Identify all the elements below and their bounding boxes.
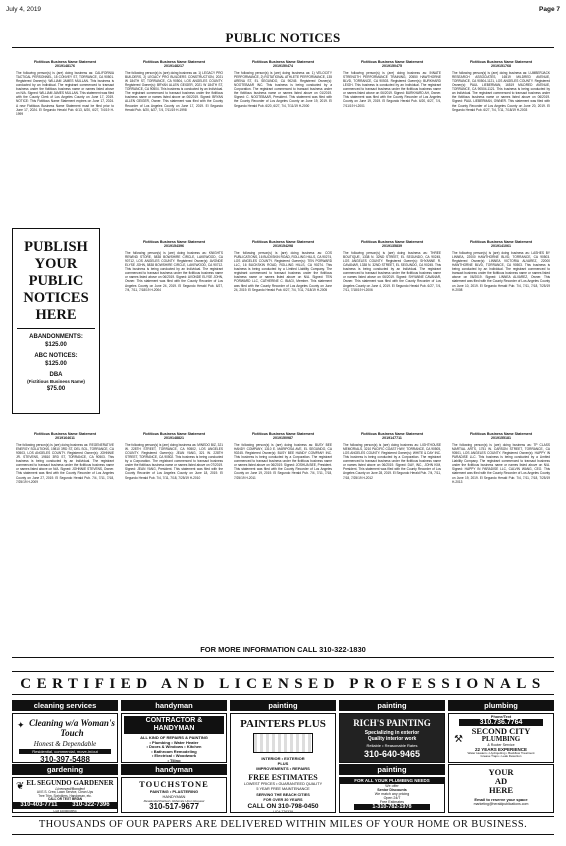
ad-contractor-handyman	[121, 713, 227, 763]
notice-12	[125, 432, 223, 622]
broom-icon: ✦	[17, 720, 25, 730]
richs-lines: Specializing in exterior Quality interior work	[364, 730, 420, 742]
notice-heading: Fictitious Business Name Statement	[251, 432, 315, 436]
notice-heading: Fictitious Business Name Statement	[360, 432, 424, 436]
richs-rates: Reliable • Reasonable Rates	[366, 743, 418, 748]
notice-heading: Fictitious Business Name Statement	[142, 432, 206, 436]
notice-number: 2019151768	[491, 64, 511, 69]
notice-body: The following person(s) is (are) doing business as: COS PUBLICATIONS, 16 BUCKSKIN ROAD, ROLLING HILLS, CA 90274, LOS ANGELES COUNTY. Registered Owner(s): TEN PORWARD LLC, 16 BUCKSKIN ROAD, ROLLING HILLS, CA 90274. This business is being conducted by a Limited Liability Company. The registrant commenced to transact business under the fictitious business name or names listed above on N/A. Signed: TEN PORWARD LLC, CATHERINE C. BIAGI, Member. This statement was filed with the County Recorder of Los Angeles County on June 24, 2019. El Segundo Herald Pub. 6/27, 7/4, 7/11, 7/18/19 H-2005	[234, 250, 332, 292]
richs-title: RICH'S PAINTING	[353, 718, 431, 728]
category-cleaning: cleaning services	[12, 700, 118, 711]
notice-heading: Fictitious Business Name Statement	[142, 240, 206, 244]
gardener-lines: All E.S. Crew, Lawn Service, Clean Ups Tree Trim, Sprinklers, Handyman, etc. CALL OR TEXT BRIAN	[36, 790, 94, 802]
plumbing-needs-lines: We offer Senior Discounts We match any pricing Open 24/7 Free Estimates	[374, 784, 410, 804]
ad-el-segundo-gardener	[12, 777, 118, 813]
page-header	[6, 6, 560, 16]
touchstone-sub: HANDYMAN	[162, 794, 186, 799]
second-city-lines: Water Heaters • Hydrojetting • Backflow Treatment Grease Traps • Leak Detection	[467, 751, 535, 759]
notice-body: The following person(s) is (are) doing business as: KNIGHTS REWIND STORE, 5838 BOWSHIRE CIRCLE, LAKEWOOD, CA 90712, LOS ANGELES COUNTY. Registered Owner(s): AVONDE ELYSE JOHN, 5838 BOWSHIRE CIRCLE, LAKEWOOD, CA 90712. This business is being conducted by an Individual. The registrant commenced to transact business under the fictitious business name or names listed above on 06/2019. Signed: AVONDE ELYSE JOHN, Owner. This statement was filed with the County Recorder of Los Angeles County on June 24, 2019. El Segundo Herald Pub. 6/27, 7/4, 7/11, 7/18/19 H-2004	[125, 250, 223, 292]
notice-number: 2019148217	[164, 64, 184, 69]
painters-plus-phone: CALL ON 310-798-0450	[247, 803, 319, 811]
notice-heading: Fictitious Business Name Statement	[251, 240, 315, 244]
painters-plus-guarantee: LOWEST PRICES • GUARANTEED QUALITY 5 YEAR FREE MAINTENANCE	[243, 782, 323, 791]
painters-plus-free: FREE ESTIMATES	[248, 773, 318, 782]
leaf-icon: ❦	[16, 781, 25, 792]
plumbing-needs-banner: FOR ALL YOUR PLUMBING NEEDS	[340, 778, 444, 784]
notice-15	[452, 432, 550, 622]
notice-4	[343, 60, 441, 220]
notice-body: The following person(s) is (are) doing business as: THREE BOUTIQUE, 1338 N. 32ND STREET, EL SEGUNDO, CA 90245, LOS ANGELES COUNTY. Registered Owner(s): SHYANNE R. CAVANAR, 1338 N. 32ND STREET, EL SEGUNDO, CA 90245. This business is being conducted by an Individual. The registrant commenced to transact business under the fictitious business name or names listed above on 06/2019. Signed: SHYANNE CAVANAR, Owner. This statement was filed with the County Recorder of Los Angeles County on June 4, 2019. El Segundo Herald Pub. 6/27, 7/4, 7/11, 7/18/19 H-2006	[343, 250, 441, 292]
more-info-line: FOR MORE INFORMATION CALL 310-322-1830	[200, 645, 366, 654]
notice-11	[16, 432, 114, 622]
gardener-phones: 310-403-7711 310-322-7396	[13, 802, 117, 809]
dba-note: (Fictitious Business Name)	[27, 379, 85, 384]
certified-professionals-title: CERTIFIED AND LICENSED PROFESSIONALS	[12, 671, 554, 695]
notice-body: The following person(s) is (are) doing business as: MINEDO BIZ, 321 W. 228TH STREET, TORRANCE, CA 90502, LOS ANGELES COUNTY. Registered Owner(s): JEAN YANG, 321 W. 228TH STREET, TORRANCE, CA 90502. This business is being conducted by a Corporation. The registrant commenced to transact business under the fictitious business name or names listed above on 07/2019. Signed: JEAN YANG, President. This statement was filed with the County Recorder of Los Angeles County on June 18, 2019. El Segundo Herald Pub. 7/4, 7/11, 7/18, 7/25/19 H-2010	[125, 442, 223, 480]
second-city-years: 22 YEARS EXPERIENCE	[475, 747, 527, 752]
ad-painters-plus	[230, 713, 336, 813]
cleaning-tagline: Honest & Dependable	[33, 740, 97, 748]
notice-1	[16, 60, 114, 220]
notice-heading: Fictitious Business Name Statement	[469, 60, 533, 64]
gardener-sub: Licensed/Bonded	[55, 787, 85, 791]
category-handyman: handyman	[121, 700, 227, 711]
notice-number: 2019150475	[382, 64, 402, 69]
category-plumbing: plumbing	[448, 700, 554, 711]
ad-your-ad-here	[448, 764, 554, 813]
notice-number: 2019155181	[491, 436, 511, 441]
page-date: July 4, 2019	[6, 6, 42, 13]
notice-number: 2019164611	[55, 436, 75, 441]
abandonments-label: ABANDONMENTS:	[29, 334, 83, 340]
category-handyman-2: handyman	[121, 764, 227, 775]
notice-body: The following person(s) is (are) doing business as: LUMBERJACK RESEARCH ASSOCIATES, 16519 MILDRED AVENUE, TORRANCE, CA 90504-1121, LOS ANGELES COUNTY. Registered Owner(s): PAUL LIEBERMAN, 16519 MILDRED AVENUE, TORRANCE, CA 90504-1121. This business is being conducted by an Individual. The registrant commenced to transact business under the fictitious business name or names listed above on 06/2019. Signed: PAUL LIEBERMAN, OWNER. This statement was filed with the County Recorder of Los Angeles County on June 20, 2019. El Segundo Herald Pub. 6/27, 7/4, 7/11, 7/18/19 H-2003	[452, 70, 550, 112]
notice-number: 2019147711	[382, 436, 402, 441]
notice-number: 2019150987	[273, 436, 293, 441]
painters-plus-lines: INTERIOR • EXTERIOR PLUS IMPROVEMENTS • REPAIRS	[256, 756, 310, 771]
cleaning-headline: Cleaning w/a Woman's Touch	[29, 718, 115, 738]
ad-cleaning	[12, 713, 118, 763]
notice-number: 2019154298	[273, 244, 293, 249]
ad-richs-painting	[339, 713, 445, 763]
notice-body: The following person(s) is (are) doing business as: LASHES BY LINNEA, 22000 HAWTHORNE BLVD, TORRANCE, CA 90503. Registered Owner(s): LINNEA VICTORIA ALVAREZ, 22000 HAWTHORNE BLVD, TORRANCE, CA 90503. This business is being conducted by an Individual. The registrant commenced to transact business under the fictitious business name or names listed above on 06/2019. Signed: LINNEA ALVAREZ, Owner. This statement was filed with the County Recorder of Los Angeles County on June 10, 2019. El Segundo Herald Pub. 7/4, 7/11, 7/18, 7/25/19 H-2008	[452, 250, 550, 292]
second-city-tag: & Rooter Service	[487, 743, 515, 747]
footer-top-rule	[12, 816, 554, 817]
notice-body: The following person(s) is (are) doing business as: LIGHTHOUSE MEMORIALS, 3210 PACIFIC COAST HWY, TORRANCE, CA 90505, LOS ANGELES COUNTY. Registered Owner(s): WHITE & DAY INC. This business is being conducted by a Corporation. The registrant commenced to transact business under the fictitious business name or names listed above on 06/2019. Signed: DAY, INC., JOHN KIM, President. This statement was filed with the County Recorder of Los Angeles County on June 28, 2019. El Segundo Herald Pub. 7/4, 7/11, 7/18, 7/25/19 H-2012	[343, 442, 441, 480]
notice-heading: Fictitious Business Name Statement	[33, 60, 97, 64]
ad-touchstone	[121, 777, 227, 813]
footer-tagline: THOUSANDS OF OUR PAPERS ARE DELIVERED WITHIN MILES OF YOUR HOME OR BUSINESS.	[38, 819, 528, 830]
notice-heading: Fictitious Business Name Statement	[469, 240, 533, 244]
touchstone-services: PAINTING • PLASTERING	[149, 789, 199, 794]
notice-heading: Fictitious Business Name Statement	[251, 60, 315, 64]
second-city-subtitle: PLUMBING	[481, 735, 521, 743]
touchstone-phone: 310-517-9677	[149, 802, 199, 811]
notice-2	[125, 60, 223, 220]
second-city-title: SECOND CITY	[471, 726, 531, 736]
publish-promo-box	[12, 228, 100, 414]
cleaning-sub: Residential, commercial, move-in/out	[19, 749, 111, 754]
notice-14	[343, 432, 441, 622]
your-ad-email[interactable]: marketing@heraldpublications.com	[473, 802, 529, 806]
plumbing-needs-phone: 1-310-782-1978	[354, 804, 430, 810]
notice-3	[234, 60, 332, 220]
notice-7	[125, 240, 223, 420]
notice-heading: Fictitious Business Name Statement	[360, 60, 424, 64]
touchstone-years: 29 Year Resident and Resided in the South Bay	[142, 811, 206, 813]
cleaning-phone: 310-397-5488	[40, 755, 90, 763]
category-gardening: gardening	[12, 764, 118, 775]
notice-heading: Fictitious Business Name Statement	[360, 240, 424, 244]
notice-number: 2019150474	[273, 64, 293, 69]
dba-price: $75.00	[46, 386, 66, 392]
wrench-icon: ⚒	[454, 734, 463, 745]
notice-13	[234, 432, 332, 622]
gardener-license: Lic# 1000004554	[53, 808, 77, 813]
title-divider	[12, 47, 554, 48]
notice-number: 2019141061	[491, 244, 511, 249]
contractor-title: CONTRACTOR & HANDYMAN	[124, 716, 224, 734]
notice-number: 2019148821	[164, 436, 184, 441]
painters-plus-serving: SERVING THE BEACH CITIES FOR OVER 30 YEARS	[256, 793, 310, 802]
notice-body: The following person(s) is (are) doing business as: 1) VELOCITY PERFORMANCE, 2) ROTATIONAL ATHLETE PERFORMANCE, 135 ARENA ST, EL SEGUNDO, CA 90245. Registered Owner(s): NOOTEBAAR INC. This business is being conducted by a Corporation. The registrant commenced to transact business under the fictitious business name or names listed above on 01/2019. Signed: C. NOOTEBAAR, President. This statement was filed with the County Recorder of Los Angeles County on June 19, 2019. El Segundo Herald Pub. 6/20, 6/27, 7/4, 7/11/19 H-2000	[234, 70, 332, 108]
category-painting-3: painting	[339, 764, 445, 775]
notice-10	[452, 240, 550, 420]
notice-5	[452, 60, 550, 220]
ad-second-city-plumbing	[448, 713, 554, 763]
dba-label: DBA	[49, 372, 63, 378]
notice-number: 2019154396	[164, 244, 184, 249]
section-title: PUBLIC NOTICES	[225, 30, 341, 45]
footer-bottom-rule	[12, 834, 554, 835]
richs-phone: 310-640-9465	[363, 749, 421, 759]
touchstone-note: Residential Painted • Referrals Upon Request	[143, 799, 205, 803]
notice-body: The following person(s) is (are) doing business as: TP CLASS MARTIAL ARTS, 1751 W. CARSON STREET, TORRANCE, CA 90501, LOS ANGELES COUNTY. Registered Owner(s): HAPPY IN PARADISE LLC. This business is being conducted by a Limited Liability Company. The registrant commenced to transact business under the fictitious business name or names listed above on N/A. Signed: HAPPY IN PARADISE LLC, CALVIN WANG, CEO. This statement was filed with the County Recorder of Los Angeles County on June 19, 2019. El Segundo Herald Pub. 7/4, 7/11, 7/18, 7/25/19 H-2013	[452, 442, 550, 484]
notice-body: The following person(s) is (are) doing business as: 1) LEGACY PRO BUILDERS, 2) LEGACY PRO BUILDERS CONSTRUCTION, 2021 W 184TH ST, TORRANCE, CA 90504, LOS ANGELES COUNTY. Registered Owner(s): BRYAN ALLEN GEIGER, 2021 W 184TH ST, TORRANCE, CA 90504. This business is conducted by an Individual. The registrant commenced to transact business under the fictitious business name or names listed above on 06/2019. Signed: BRYAN ALLEN GEIGER, Owner. This statement was filed with the County Recorder of Los Angeles County on June 17, 2019. El Segundo Herald Pub. 6/20, 6/27, 7/4, 7/11/19 H-1998	[125, 70, 223, 112]
your-ad-headline: YOUR AD HERE	[488, 767, 514, 795]
notice-number: 2019148176	[55, 64, 75, 69]
painters-plus-title: PAINTERS PLUS	[240, 718, 326, 730]
touchstone-title: TOUCHSTONE	[139, 779, 209, 789]
paint-brush-icon	[253, 733, 313, 753]
notice-heading: Fictitious Business Name Statement	[33, 432, 97, 436]
notice-body: The following person(s) is (are) doing business as: REGENERATIVE ENERGY SOLUTIONS, 19810 3RD ST, DEL SOL, TORRANCE, CA 90503, LOS ANGELES COUNTY. Registered Owner(s): JOHNNIE JR. STEVENS, 19810 3RD ST, TORRANCE, CA 90503. This business is being conducted by an Individual. The registrant commenced to transact business under the fictitious business name or names listed above on N/A. Signed: JOHNNIE STEVENS, Owner. This statement was filed with the County Recorder of Los Angeles County on June 27, 2019. El Segundo Herald Pub. 7/4, 7/11, 7/18, 7/25/19 H-2009	[16, 442, 114, 484]
contractor-services: ALL KIND OF REPAIRS & PAINTING • Plumbing • Water Heater • Doors & Windows • Kitchen • Bathroom Remodeling • Electrical • Woodwork • Tiling	[140, 735, 208, 763]
notice-heading: Fictitious Business Name Statement	[469, 432, 533, 436]
abandonments-price: $125.00	[45, 342, 67, 348]
category-painting: painting	[230, 700, 336, 711]
your-ad-cta: Email to reserve your space	[474, 797, 528, 802]
gardener-title: EL SEGUNDO GARDENER	[26, 779, 114, 787]
abc-label: ABC NOTICES:	[34, 353, 78, 359]
category-painting-2: painting	[339, 700, 445, 711]
page-number: Page 7	[539, 6, 560, 13]
ad-plumbing-needs	[339, 777, 445, 813]
abc-price: $125.00	[45, 361, 67, 367]
notice-heading: Fictitious Business Name Statement	[142, 60, 206, 64]
notice-body: The following person(s) is (are) doing business as: INNATE STRENGTH PERFORMANCE TRAINING, 20550 HAWTHORNE BLVD, TORRANCE, CA 90503. Registered Owner(s): BURKHARD LEIGH. This business is conducted by an Individual. The registrant commenced to transact business under the fictitious business name or names listed above on 06/2019. Signed: BURKHARD AH, Owner. This statement was filed with the County Recorder of Los Angeles County on June 19, 2019. El Segundo Herald Pub. 6/20, 6/27, 7/4, 7/11/19 H-2001	[343, 70, 441, 108]
second-city-phone-label: Phone/Text	[490, 715, 512, 719]
publish-headline: PUBLISH YOUR PUBLIC NOTICES HERE	[23, 239, 89, 323]
second-city-phone: 310.736.7764	[459, 719, 543, 726]
notice-number: 2019135839	[382, 244, 402, 249]
painters-plus-license: LIC# 776339	[272, 810, 294, 813]
notice-9	[343, 240, 441, 420]
notice-8	[234, 240, 332, 420]
more-info-divider	[12, 657, 554, 658]
notice-body: The following person(s) is (are) doing business as: CALIFORNIA TACTICAL PERSONNEL, 15 CONVEY ST, TORRANCE, CA 90501. Registered Owner(s): WILLIAM JAMES MULLAN. This business is conducted by an Individual. The registrant commenced to transact business under the fictitious business name or names listed above on N/A. Signed: WILLIAM JAMES MULLAN. This statement was filed with the County Clerk of Los Angeles County on June 17, 2019. NOTICE: This Fictitious Name Statement expires on June 17, 2024. A new Fictitious Business Name Statement must be filed prior to June 17, 2024. El Segundo Herald Pub. 6/13, 6/20, 6/27, 7/4/19 H-1999	[16, 70, 114, 116]
notice-body: The following person(s) is (are) doing business as: BUSY BEE HANDY COMPANY, 1310 E. MARIPOSA AVE, EL SEGUNDO, CA 90245. Registered Owner(s): BUSY BEE HANDY COMPANY INC. This business is being conducted by a Corporation. The registrant commenced to transact business under the fictitious business name or names listed above on 06/2019. Signed: JOSHUA BEE, President. This statement was filed with the County Recorder of Los Angeles County on June 19, 2019. El Segundo Herald Pub. 7/4, 7/11, 7/18, 7/25/19 H-2011	[234, 442, 332, 480]
